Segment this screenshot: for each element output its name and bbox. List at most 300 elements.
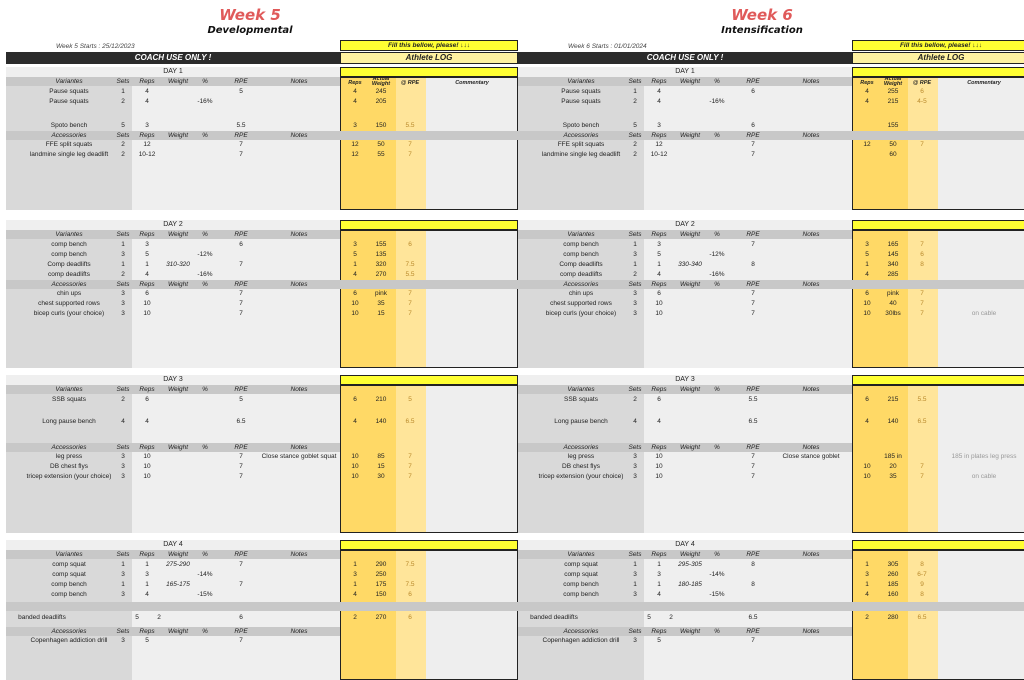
actual-weight-input[interactable]: 155 [887,122,899,129]
actual-weight-input[interactable]: 20 [889,463,897,470]
actual-reps-input[interactable]: 6 [865,290,869,297]
actual-reps-input[interactable]: 1 [865,261,869,268]
actual-rpe-input[interactable]: 7 [408,453,412,460]
log-row [852,121,1024,130]
header-weight: Weight [167,281,189,288]
actual-reps-input[interactable]: 10 [351,473,359,480]
actual-rpe-input[interactable]: 7.5 [405,261,415,268]
cell: 4 [145,591,149,598]
actual-weight-input[interactable]: 185 [887,581,899,588]
actual-rpe-input[interactable]: 6.5 [917,418,927,425]
cell: 6 [751,122,755,129]
actual-reps-input[interactable]: 4 [353,591,357,598]
cell: 2 [633,271,637,278]
actual-reps-input[interactable]: 3 [353,122,357,129]
cell: 2 [633,98,637,105]
actual-reps-input[interactable]: 4 [865,98,869,105]
header-pct: % [714,386,720,393]
actual-reps-input[interactable]: 4 [865,271,869,278]
header-notes: Notes [802,281,820,288]
cell: 7 [239,561,243,568]
log-divider [852,131,1024,140]
actual-reps-input[interactable]: 3 [865,241,869,248]
actual-reps-input[interactable]: 6 [353,290,357,297]
header-reps: Reps [651,132,667,139]
cell: 3 [633,453,637,460]
cell: 10 [655,300,663,307]
cell: DB chest flys [50,463,88,470]
actual-rpe-input[interactable]: 5.5 [405,122,415,129]
header-variantes: Variantes [55,551,83,558]
actual-rpe-input[interactable]: 6.5 [405,418,415,425]
week-subtitle: Developmental [207,25,293,36]
actual-rpe-input[interactable]: 5.5 [405,271,415,278]
actual-rpe-input[interactable]: 7 [920,310,924,317]
actual-weight-input[interactable]: 35 [889,473,897,480]
header-reps: Reps [139,231,155,238]
actual-reps-input[interactable]: 12 [351,141,359,148]
header-at-rpe: @ RPE [400,80,420,86]
commentary-input[interactable]: 185 in plates leg press [951,453,1017,460]
actual-reps-input[interactable]: 10 [863,300,871,307]
actual-weight-input[interactable]: 270 [375,271,387,278]
cell: 2 [121,271,125,278]
actual-reps-input[interactable]: 2 [353,614,357,621]
exercise-row [518,570,852,579]
actual-weight-input[interactable]: 270 [375,614,387,621]
log-row [340,560,518,569]
cell: 3 [121,571,125,578]
actual-weight-input[interactable]: 160 [887,591,899,598]
actual-weight-input[interactable]: 210 [375,396,387,403]
cell: comp squat [52,561,86,568]
header-actual-weight: Actual Weight [883,76,903,87]
actual-weight-input[interactable]: 290 [375,561,387,568]
exercise-row [518,111,852,120]
actual-weight-input[interactable]: 150 [375,591,387,598]
log-divider [340,602,518,611]
actual-rpe-input[interactable]: 6 [920,88,924,95]
header-sets: Sets [628,386,642,393]
actual-reps-input[interactable]: 3 [865,571,869,578]
exercise-row [6,580,340,589]
header-reps: Reps [139,444,155,451]
cell: 10-12 [650,151,668,158]
actual-rpe-input[interactable]: 7 [408,151,412,158]
actual-reps-input[interactable]: 1 [353,581,357,588]
actual-reps-input[interactable]: 10 [863,463,871,470]
header-sets: Sets [116,551,130,558]
athlete-day-bar [340,220,518,230]
exercise-row [6,417,340,426]
actual-reps-input[interactable]: 5 [865,251,869,258]
actual-reps-input[interactable]: 4 [353,88,357,95]
column-header-row [6,550,340,559]
actual-weight-input[interactable]: 260 [887,571,899,578]
exercise-row [6,121,340,130]
actual-rpe-input[interactable]: 8 [920,261,924,268]
actual-weight-input[interactable]: 205 [375,98,387,105]
actual-rpe-input[interactable]: 4-5 [917,98,927,105]
actual-reps-input[interactable]: 4 [865,418,869,425]
actual-rpe-input[interactable]: 8 [920,561,924,568]
cell: 3 [633,300,637,307]
week-title: Week 5 [219,6,281,24]
actual-weight-input[interactable]: 30lbs [885,310,901,317]
header-notes: Notes [290,78,308,85]
log-row [340,150,518,159]
actual-weight-input[interactable]: 40 [889,300,897,307]
actual-rpe-input[interactable]: 7 [920,241,924,248]
cell: 1 [121,241,125,248]
header-rpe: RPE [234,386,248,393]
accessory-row [518,299,852,308]
athlete-day-bar [852,375,1024,385]
header-rpe: RPE [746,444,760,451]
cell: 4 [145,98,149,105]
actual-rpe-input[interactable]: 6 [408,591,412,598]
accessory-row [518,462,852,471]
cell: 2 [633,141,637,148]
cell: landmine single leg deadlift [541,151,621,158]
actual-weight-input[interactable]: 165 [887,241,899,248]
header-weight: Weight [167,78,189,85]
header-rpe: RPE [746,231,760,238]
cell: 7 [239,637,243,644]
actual-rpe-input[interactable]: 5.5 [917,396,927,403]
actual-weight-input[interactable]: 140 [375,418,387,425]
actual-rpe-input[interactable]: 7 [408,473,412,480]
fill-notice: Fill this bellow, please! ↓↓↓ [852,40,1024,51]
header-variantes: Variantes [567,231,595,238]
day-label: DAY 3 [6,375,340,385]
header-variantes: Variantes [55,231,83,238]
accessory-row [6,140,340,149]
actual-weight-input[interactable]: 50 [377,141,385,148]
header-pct: % [202,444,208,451]
header-pct: % [202,551,208,558]
header-accessories: Accessories [563,132,599,139]
actual-reps-input[interactable]: 1 [865,581,869,588]
log-row [340,97,518,106]
accessory-row [6,472,340,481]
actual-rpe-input[interactable]: 8 [920,591,924,598]
actual-rpe-input[interactable]: 7.5 [405,561,415,568]
commentary-input[interactable]: on cable [971,473,997,480]
log-row [852,580,1024,589]
actual-weight-input[interactable]: 305 [887,561,899,568]
header-notes: Notes [290,231,308,238]
header-sets: Sets [628,444,642,451]
actual-weight-input[interactable]: pink [887,290,899,297]
header-variantes: Variantes [55,386,83,393]
actual-weight-input[interactable]: 35 [377,300,385,307]
actual-reps-input[interactable]: 10 [351,310,359,317]
header-rpe: RPE [234,551,248,558]
accessory-row [6,636,340,645]
actual-reps-input[interactable]: 10 [351,453,359,460]
cell: 275-290 [166,561,190,568]
actual-rpe-input[interactable]: 7 [408,290,412,297]
log-row [852,560,1024,569]
header-sets: Sets [628,281,642,288]
actual-rpe-input[interactable]: 6 [408,614,412,621]
cell: 3 [633,290,637,297]
actual-weight-input[interactable]: 55 [377,151,385,158]
actual-reps-input[interactable]: 6 [353,396,357,403]
actual-rpe-input[interactable]: 6 [408,241,412,248]
header-reps: Reps [139,132,155,139]
cell: 3 [633,637,637,644]
cell: 4 [633,418,637,425]
actual-weight-input[interactable]: 215 [887,396,899,403]
exercise-row [6,250,340,259]
exercise-row [518,417,852,426]
cell: 1 [657,561,661,568]
header-actual-reps: Reps [348,80,362,86]
cell: leg press [567,453,595,460]
log-row [340,121,518,130]
actual-rpe-input[interactable]: 7 [920,473,924,480]
actual-weight-input[interactable]: 320 [375,261,387,268]
cell: comp bench [51,241,87,248]
header-weight: Weight [167,231,189,238]
log-row [340,590,518,599]
actual-rpe-input[interactable]: 7 [408,141,412,148]
athlete-day-bar [340,540,518,550]
actual-weight-input[interactable]: 15 [377,463,385,470]
cell: Spoto bench [50,122,88,129]
cell: 7 [751,637,755,644]
cell: 10 [143,300,151,307]
header-notes: Notes [290,628,308,635]
actual-weight-input[interactable]: 150 [375,122,387,129]
actual-rpe-input[interactable]: 7 [920,141,924,148]
cell: 3 [121,591,125,598]
cell: bicep curls (your choice) [545,310,617,317]
actual-weight-input[interactable]: 285 [887,271,899,278]
cell: 310-320 [166,261,190,268]
actual-reps-input[interactable]: 2 [865,614,869,621]
cell: 7 [239,151,243,158]
actual-reps-input[interactable]: 6 [865,396,869,403]
cell: 5 [121,122,125,129]
cell: comp bench [563,251,599,258]
cell: -16% [197,271,213,278]
cell: 5 [145,251,149,258]
column-header-row [6,77,340,86]
athlete-day-bar [852,540,1024,550]
actual-reps-input[interactable]: 4 [353,418,357,425]
week-title: Week 6 [731,6,793,24]
cell: 2 [633,396,637,403]
log-row [340,87,518,96]
actual-rpe-input[interactable]: 7 [920,300,924,307]
cell: 3 [633,473,637,480]
cell: SSB squats [564,396,598,403]
cell: -16% [709,271,725,278]
actual-weight-input[interactable]: 215 [887,98,899,105]
cell: 4 [657,88,661,95]
actual-weight-input[interactable]: 250 [375,571,387,578]
actual-rpe-input[interactable]: 6-7 [917,571,927,578]
commentary-input[interactable]: on cable [971,310,997,317]
header-reps: Reps [651,444,667,451]
actual-rpe-input[interactable]: 9 [920,581,924,588]
cell: 1 [633,241,637,248]
actual-weight-input[interactable]: 135 [375,251,387,258]
header-sets: Sets [116,231,130,238]
actual-reps-input[interactable]: 10 [863,310,871,317]
exercise-row [6,560,340,569]
log-row [340,472,518,481]
coach-use-header: COACH USE ONLY ! [518,52,852,64]
cell: chin ups [56,290,82,297]
exercise-row [6,240,340,249]
actual-weight-input[interactable]: 255 [887,88,899,95]
actual-reps-input[interactable]: 10 [351,463,359,470]
header-pct: % [714,132,720,139]
actual-reps-input[interactable]: 4 [353,98,357,105]
actual-rpe-input[interactable]: 7.5 [405,581,415,588]
actual-reps-input[interactable]: 10 [351,300,359,307]
actual-rpe-input[interactable]: 7 [408,463,412,470]
header-notes: Notes [802,386,820,393]
header-reps: Reps [651,78,667,85]
log-divider [340,131,518,140]
cell: Close stance goblet squat [261,453,337,460]
cell: 3 [121,290,125,297]
cell: 1 [657,581,661,588]
actual-weight-input[interactable]: 175 [375,581,387,588]
cell: 5 [135,614,139,621]
cell: 4 [145,418,149,425]
cell: comp bench [563,241,599,248]
header-notes: Notes [290,281,308,288]
day-label: DAY 4 [6,540,340,550]
actual-reps-input[interactable]: 4 [865,591,869,598]
cell: 7 [751,141,755,148]
actual-weight-input[interactable]: pink [375,290,387,297]
cell: 1 [121,561,125,568]
actual-reps-input[interactable]: 10 [863,473,871,480]
actual-reps-input[interactable]: 4 [865,88,869,95]
actual-reps-input[interactable]: 5 [353,251,357,258]
actual-weight-input[interactable]: 30 [377,473,385,480]
actual-reps-input[interactable]: 1 [865,561,869,568]
cell: 10-12 [138,151,156,158]
week-start-date: Week 6 Starts : 01/01/2024 [568,43,647,50]
cell: 2 [121,396,125,403]
column-header-row [518,77,852,86]
cell: 4 [145,271,149,278]
cell: 3 [121,300,125,307]
header-pct: % [714,78,720,85]
actual-weight-input[interactable]: 340 [887,261,899,268]
header-sets: Sets [116,132,130,139]
actual-reps-input[interactable]: 1 [353,561,357,568]
actual-weight-input[interactable]: 185 in [884,453,902,460]
actual-rpe-input[interactable]: 7 [920,290,924,297]
cell: 180-185 [678,581,702,588]
actual-weight-input[interactable]: 85 [377,453,385,460]
accessory-row [518,140,852,149]
header-sets: Sets [116,281,130,288]
cell: tricep extension (your choice) [538,473,624,480]
cell: -16% [197,98,213,105]
actual-rpe-input[interactable]: 6 [920,251,924,258]
actual-reps-input[interactable]: 12 [351,151,359,158]
header-reps: Reps [651,281,667,288]
header-sets: Sets [628,231,642,238]
exercise-row [518,270,852,279]
cell: 7 [751,300,755,307]
actual-weight-input[interactable]: 50 [889,141,897,148]
header-rpe: RPE [746,281,760,288]
cell: tricep extension (your choice) [26,473,112,480]
actual-reps-input[interactable]: 1 [353,261,357,268]
cell: 5.5 [748,396,758,403]
header-pct: % [714,628,720,635]
header-weight: Weight [679,551,701,558]
header-variantes: Variantes [55,78,83,85]
actual-reps-input[interactable]: 4 [353,271,357,278]
actual-rpe-input[interactable]: 5 [408,396,412,403]
header-sets: Sets [116,78,130,85]
log-row [340,260,518,269]
cell: 10 [143,310,151,317]
log-row [852,472,1024,481]
cell: Long pause bench [42,418,96,425]
log-row [340,270,518,279]
actual-rpe-input[interactable]: 6.5 [917,614,927,621]
cell: 4 [657,418,661,425]
header-rpe: RPE [746,551,760,558]
actual-weight-input[interactable]: 60 [889,151,897,158]
cell: 5 [145,637,149,644]
cell: 3 [145,241,149,248]
actual-weight-input[interactable]: 155 [375,241,387,248]
actual-weight-input[interactable]: 245 [375,88,387,95]
exercise-row [518,590,852,599]
week-6-sheet [512,0,1024,680]
actual-reps-input[interactable]: 3 [353,241,357,248]
actual-reps-input[interactable]: 12 [863,141,871,148]
log-row [852,395,1024,404]
cell: 5 [657,251,661,258]
actual-weight-input[interactable]: 140 [887,418,899,425]
column-header-row [518,385,852,394]
cell: comp squat [52,571,86,578]
log-row [852,417,1024,426]
cell: 2 [121,141,125,148]
cell: 1 [657,261,661,268]
actual-reps-input[interactable]: 3 [353,571,357,578]
cell: 12 [143,141,151,148]
actual-weight-input[interactable]: 15 [377,310,385,317]
cell: 1 [145,261,149,268]
log-row [852,289,1024,298]
actual-weight-input[interactable]: 280 [887,614,899,621]
actual-rpe-input[interactable]: 7 [920,463,924,470]
actual-weight-input[interactable]: 145 [887,251,899,258]
cell: 3 [145,571,149,578]
header-pct: % [714,551,720,558]
athlete-day-bar [852,220,1024,230]
actual-rpe-input[interactable]: 7 [408,300,412,307]
log-row [852,150,1024,159]
actual-rpe-input[interactable]: 7 [408,310,412,317]
